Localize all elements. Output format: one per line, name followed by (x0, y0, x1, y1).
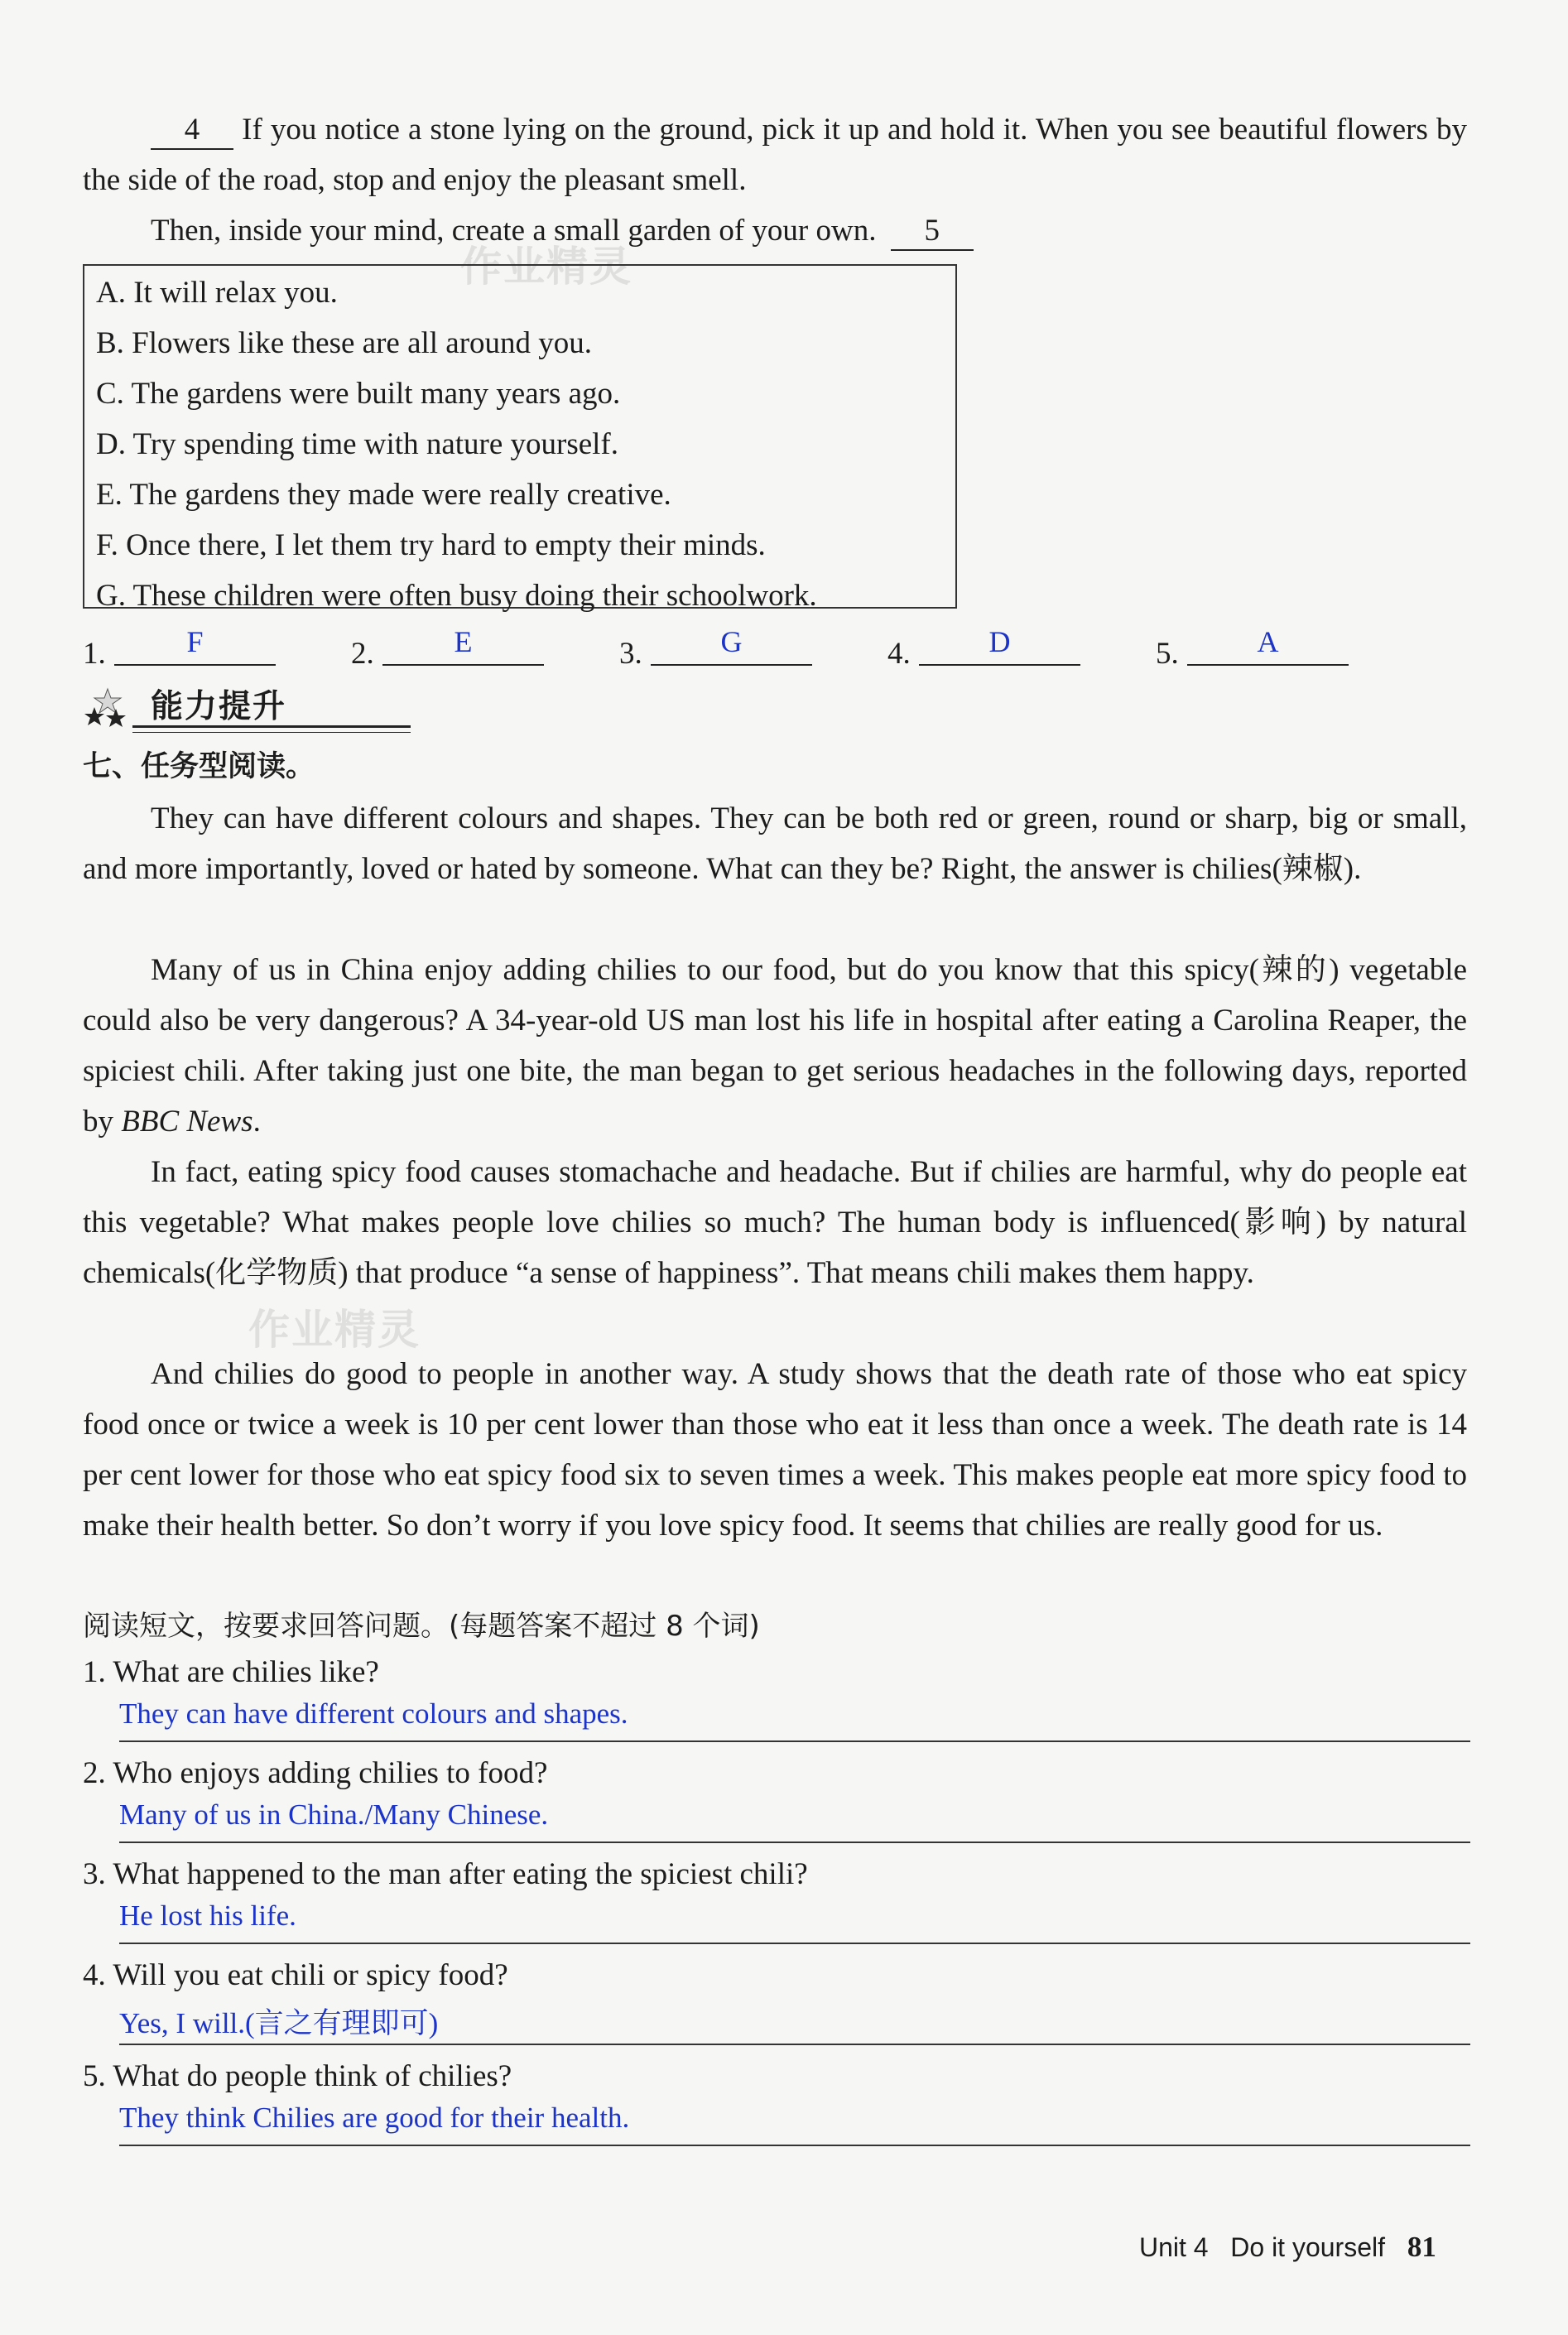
answer-row: 1. F 2. E 3. G 4. D 5. A (83, 613, 1490, 671)
passage-end-line2: Then, inside your mind, create a small garden of your own. (151, 214, 877, 248)
answer-value: A (1257, 625, 1279, 658)
unit-title: Do it yourself (1230, 2232, 1385, 2262)
reading-p1: They can have different colours and shapes. They can be both red or green, round or sharp, big or small, and more importantly, loved or hated by someone. What can they be? Right, the answer is chilies(辣椒). (83, 802, 1467, 886)
task-heading: 七、任务型阅读。 (83, 750, 315, 783)
unit-label: Unit 4 (1139, 2232, 1209, 2262)
option-b: B. Flowers like these are all around you. (96, 326, 593, 360)
question-text: 4. Will you eat chili or spicy food? (83, 1958, 508, 1992)
question-text: 2. Who enjoys adding chilies to food? (83, 1756, 548, 1790)
answer-value: F (186, 625, 204, 658)
page-number: 81 (1407, 2231, 1436, 2263)
answer-text: They think Chilies are good for their health. (119, 2102, 630, 2134)
answer-value: D (988, 625, 1011, 658)
page-footer (1139, 2231, 1436, 2264)
reading-p2: Many of us in China enjoy adding chilies to our food, but do you know that this spicy(辣的) vegetable could also be very dangerous? A 34-year-old US man lost his life in hospital after eating a Carolina Reaper, the spiciest chili. After taking just one bite, the man began to get serious headaches in the following days, reported by BBC News. (83, 953, 1467, 1139)
question-text: 3. What happened to the man after eating the spiciest chili? (83, 1857, 808, 1891)
blank-5: 5 (891, 213, 974, 251)
question-5 (83, 2058, 1470, 2159)
news-source: BBC News (121, 1105, 253, 1139)
option-f: F. Once there, I let them try hard to empty their minds. (96, 528, 766, 562)
section-title (83, 679, 339, 734)
reading-p3: In fact, eating spicy food causes stomachache and headache. But if chilies are harmful, why do people eat this vegetable? What makes people love chilies so much? The human body is influenced(影响) by natural chemicals(化学物质) that produce “a sense of happiness”. That means chili makes them happy. (83, 1155, 1467, 1290)
options-box (83, 264, 957, 613)
question-text: 1. What are chilies like? (83, 1655, 379, 1689)
answer-text: Many of us in China./Many Chinese. (119, 1798, 549, 1831)
answer-value: G (720, 625, 743, 658)
question-4 (83, 1957, 1470, 2058)
passage-end-line1: If you notice a stone lying on the ground, pick it up and hold it. When you see beautiful flowers by the side of the road, stop and enjoy the pleasant smell. (83, 113, 1467, 197)
answer-text: He lost his life. (119, 1899, 296, 1932)
question-text: 5. What do people think of chilies? (83, 2059, 512, 2093)
watermark-1: 作业精灵 (460, 243, 632, 291)
answer-text: Yes, I will.(言之有理即可) (119, 2007, 439, 2039)
section-title-text: 能力提升 (151, 688, 287, 725)
reading-p4: And chilies do good to people in another way. A study shows that the death rate of those who eat spicy food once or twice a week is 10 per cent lower than those who eat it less than once a week. The death rate is 14 per cent lower for those who eat spicy food six to seven times a week. This makes people eat more spicy food to make their health better. So don’t worry if you love spicy food. It seems that chilies are really good for us. (83, 1357, 1467, 1543)
option-d: D. Try spending time with nature yourself. (96, 427, 619, 461)
instruction: 阅读短文，按要求回答问题。(每题答案不超过 8 个词) (83, 1610, 760, 1643)
passage-end-paragraph (83, 104, 1467, 205)
answer-value: E (454, 625, 473, 658)
blank-4: 4 (151, 112, 233, 150)
option-e: E. The gardens they made were really creative. (96, 478, 671, 512)
answer-text: They can have different colours and shapes. (119, 1697, 628, 1730)
option-g: G. These children were often busy doing their schoolwork. (96, 579, 817, 613)
question-1 (83, 1654, 1470, 1755)
watermark-2: 作业精灵 (248, 1306, 421, 1354)
question-3 (83, 1856, 1470, 1957)
question-2 (83, 1755, 1470, 1856)
passage-end-paragraph-2 (83, 205, 1467, 256)
option-a: A. It will relax you. (96, 276, 338, 310)
option-c: C. The gardens were built many years ago. (96, 377, 621, 411)
